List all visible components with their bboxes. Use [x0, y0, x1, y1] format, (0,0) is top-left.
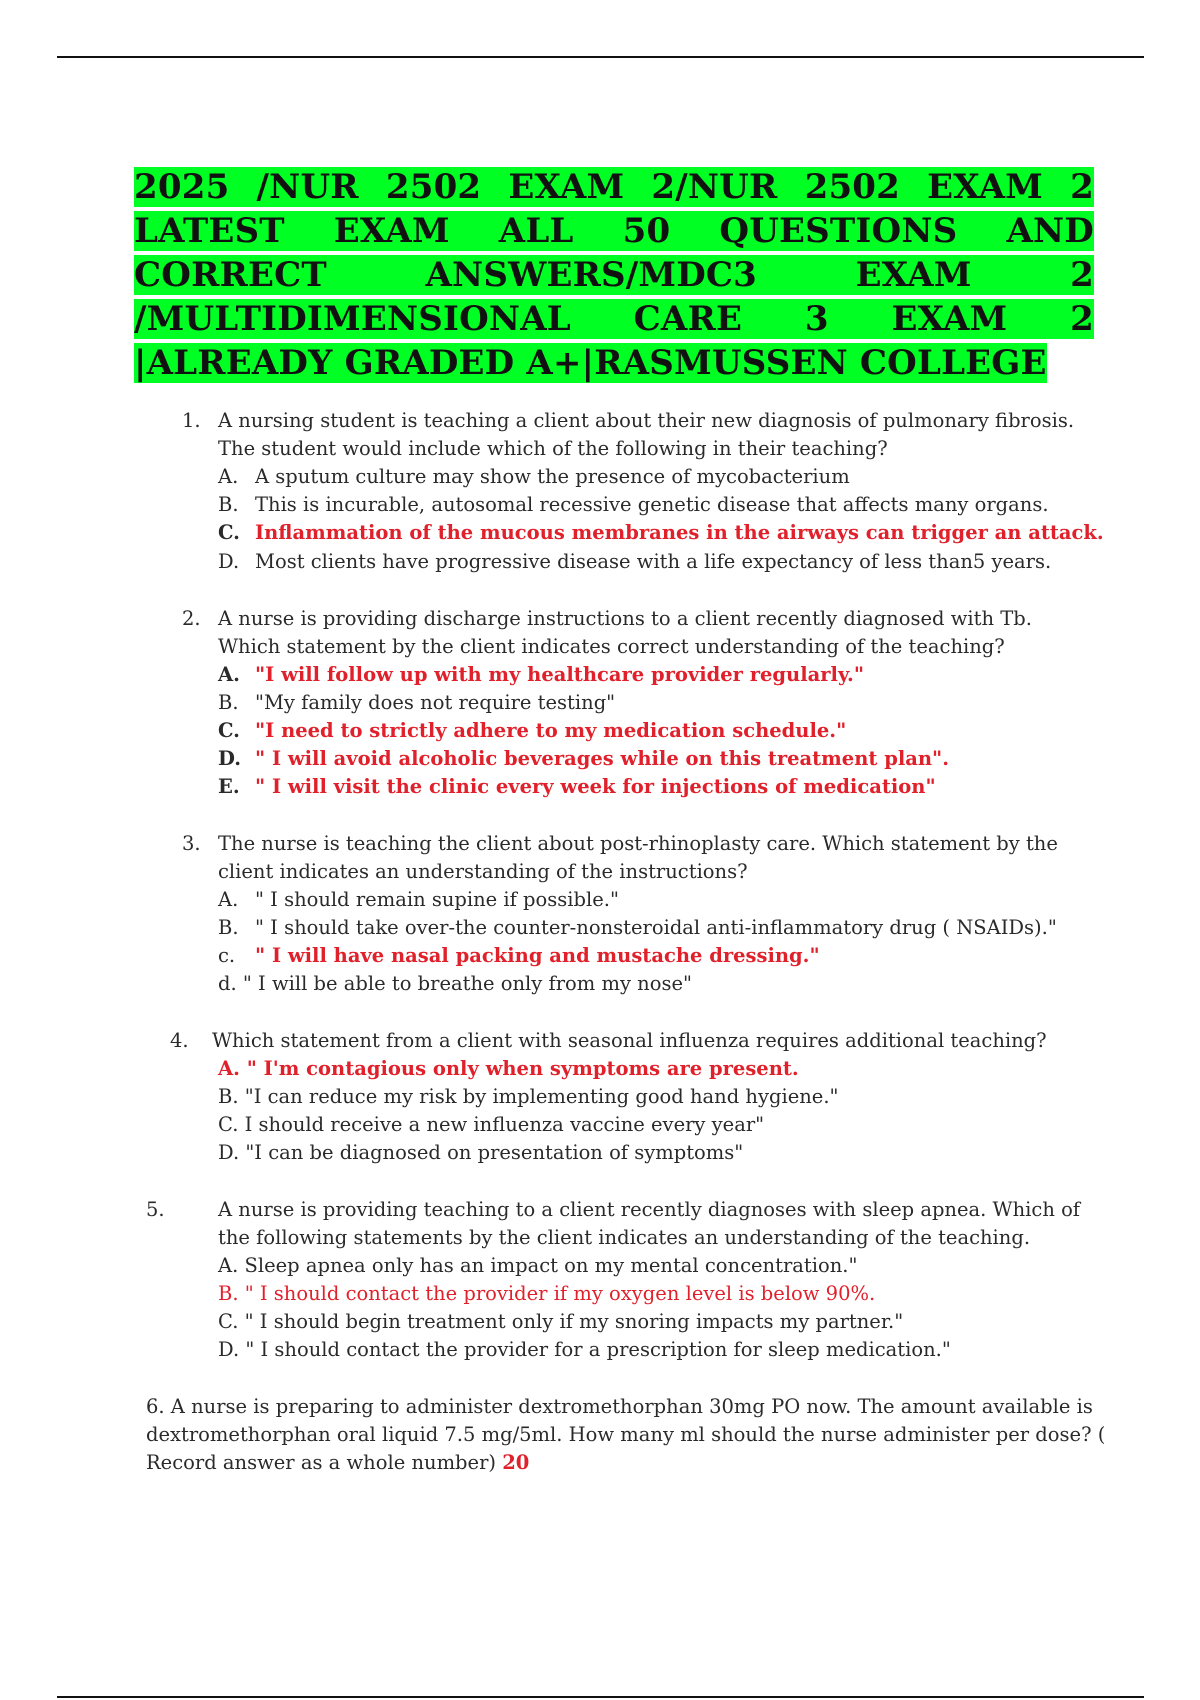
question-text-line: The student would include which of the following in their teaching?	[218, 437, 888, 460]
answer-option: C. " I should begin treatment only if my snoring impacts my partner."	[218, 1310, 904, 1333]
question-text-line: Which statement by the client indicates correct understanding of the teaching?	[218, 635, 1005, 658]
numeric-answer: 20	[502, 1451, 530, 1474]
answer-option: A. " I should remain supine if possible."	[218, 888, 619, 911]
correct-answer-option: A. " I'm contagious only when symptoms are present.	[218, 1057, 799, 1080]
correct-answer-option: E. " I will visit the clinic every week for injections of medication"	[218, 775, 936, 798]
question-text-line: A nurse is providing discharge instructions to a client recently diagnosed with Tb.	[218, 607, 1032, 630]
correct-answer-option: C. "I need to strictly adhere to my medication schedule."	[218, 719, 847, 742]
answer-option: C. I should receive a new influenza vaccine every year"	[218, 1113, 765, 1136]
correct-answer-option: A. "I will follow up with my healthcare provider regularly."	[218, 663, 864, 686]
answer-option: D. Most clients have progressive disease with a life expectancy of less than5 years.	[218, 550, 1052, 573]
question-text-line: The nurse is teaching the client about post-rhinoplasty care. Which statement by the	[218, 832, 1058, 855]
correct-answer-option: C. Inflammation of the mucous membranes in the airways can trigger an attack.	[218, 521, 1104, 544]
answer-option: d. " I will be able to breathe only from my nose"	[218, 972, 692, 995]
answer-option: B. "I can reduce my risk by implementing good hand hygiene."	[218, 1085, 839, 1108]
bottom-rule	[57, 1696, 1144, 1698]
question-text-line: A nursing student is teaching a client about their new diagnosis of pulmonary fibrosis.	[218, 409, 1075, 432]
correct-answer-option: c. " I will have nasal packing and mustache dressing."	[218, 944, 820, 967]
top-rule	[57, 56, 1144, 58]
question-number: 4.	[170, 1029, 189, 1052]
answer-option: A. A sputum culture may show the presence of mycobacterium	[218, 465, 850, 488]
question-text-line: Which statement from a client with seasonal influenza requires additional teaching?	[212, 1029, 1047, 1052]
answer-option: D. " I should contact the provider for a prescription for sleep medication."	[218, 1338, 951, 1361]
answer-option: B. " I should take over-the counter-nonsteroidal anti-inflammatory drug ( NSAIDs)."	[218, 916, 1057, 939]
question-number: 2.	[182, 607, 201, 630]
answer-option: B. This is incurable, autosomal recessive genetic disease that affects many organs.	[218, 493, 1049, 516]
question-number: 5.	[146, 1198, 165, 1221]
question-text-line: the following statements by the client indicates an understanding of the teaching.	[218, 1226, 1031, 1249]
question-text-line: 6. A nurse is preparing to administer dextromethorphan 30mg PO now. The amount available is	[146, 1395, 1093, 1418]
question-text-line: Record answer as a whole number) 20	[146, 1451, 530, 1474]
title-highlight: 2025 /NUR 2502 EXAM 2/NUR 2502 EXAM 2 LATEST EXAM ALL 50 QUESTIONS AND CORRECT ANSWERS/MDC3 EXAM 2 /MULTIDIMENSIONAL CARE 3 EXAM 2 |ALREADY GRADED A+|RASMUSSEN COLLEGE	[134, 167, 1094, 383]
answer-option: A. Sleep apnea only has an impact on my mental concentration."	[218, 1254, 858, 1277]
question-number: 3.	[182, 832, 201, 855]
correct-answer-option: D. " I will avoid alcoholic beverages while on this treatment plan".	[218, 747, 949, 770]
correct-answer-option: B. " I should contact the provider if my oxygen level is below 90%.	[218, 1282, 876, 1305]
question-text-line: dextromethorphan oral liquid 7.5 mg/5ml. How many ml should the nurse administer per dose? (	[146, 1423, 1106, 1446]
document-title	[134, 165, 1094, 385]
question-text-line: client indicates an understanding of the instructions?	[218, 860, 748, 883]
answer-option: B. "My family does not require testing"	[218, 691, 616, 714]
question-text-line: A nurse is providing teaching to a client recently diagnoses with sleep apnea. Which of	[218, 1198, 1081, 1221]
question-number: 1.	[182, 409, 201, 432]
answer-option: D. "I can be diagnosed on presentation of symptoms"	[218, 1141, 744, 1164]
